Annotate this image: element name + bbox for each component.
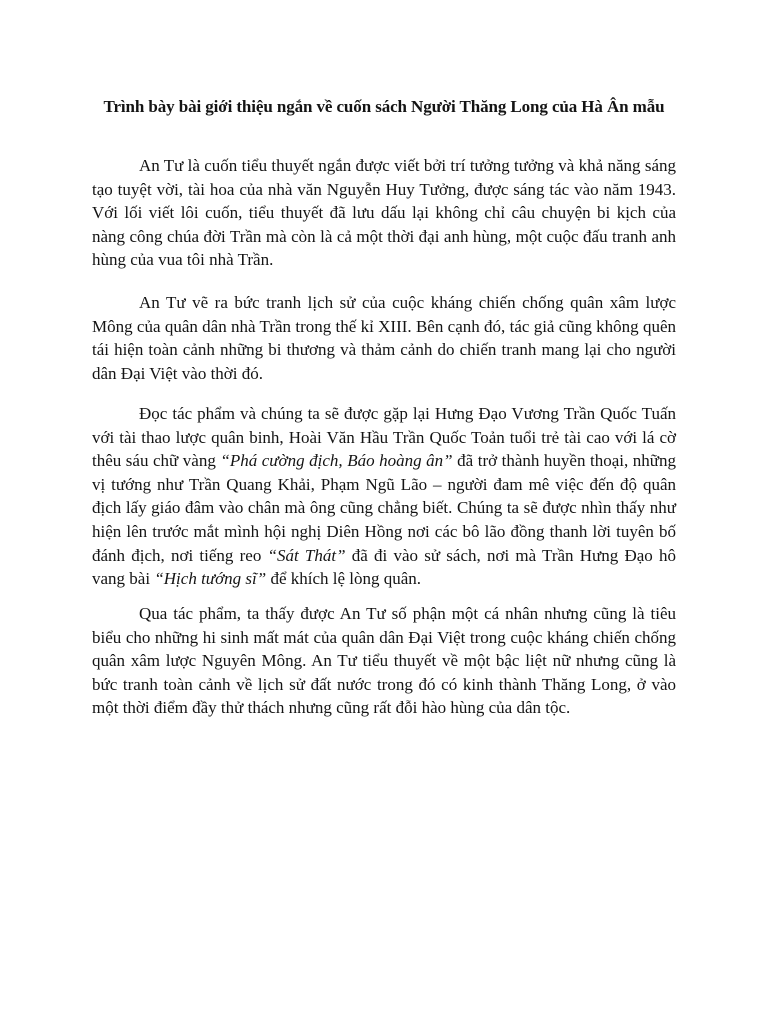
paragraph-text: Đọc tác phẩm và chúng ta sẽ được gặp lại Hưng Đạo Vương Trần Quốc Tuấn với tài thao lược quân binh, Hoài Văn Hầu Trần Quốc Toản tuổi trẻ tài cao với lá cờ thêu sáu chữ vàng — [92, 404, 676, 471]
quote-proclamation: “Hịch tướng sĩ” — [154, 569, 267, 589]
paragraph-history: An Tư vẽ ra bức tranh lịch sử của cuộc kháng chiến chống quân xâm lược Mông của quân dân nhà Trần trong thế kỉ XIII. Bên cạnh đó, tác giả cũng không quên tái hiện toàn cảnh những bi thương và thảm cảnh do chiến tranh mang lại cho người dân Đại Việt vào thời đó. — [92, 293, 676, 383]
paragraph-text: để khích lệ lòng quân. — [266, 569, 422, 589]
document-title: Trình bày bài giới thiệu ngắn về cuốn sách Người Thăng Long của Hà Ân mẫu — [103, 97, 665, 116]
paragraph-text: đã trở thành huyền thoại, những vị tướng như Trần Quang Khải, Phạm Ngũ Lão – người đam mê việc đến độ quân địch lấy giáo đâm vào chân mà ông cũng chẳng biết. Chúng ta sẽ được nhìn thấy như hiện lên trước mắt mình hội nghị Diên Hồng nơi các bô lão đồng thanh lời tuyên bố đánh địch, nơi tiếng reo — [92, 451, 676, 565]
paragraph-conclusion: Qua tác phẩm, ta thấy được An Tư số phận một cá nhân nhưng cũng là tiêu biểu cho những hi sinh mất mát của quân dân Đại Việt trong cuộc kháng chiến chống quân xâm lược Nguyên Mông. An Tư tiểu thuyết về một bậc liệt nữ nhưng cũng là bức tranh toàn cảnh về lịch sử đất nước trong đó có kinh thành Thăng Long, ở vào một thời điểm đầy thử thách nhưng cũng rất đỗi hào hùng của dân tộc. — [92, 604, 676, 718]
paragraph-characters — [92, 402, 676, 591]
paragraph-text: đã đi vào sử sách, nơi mà Trần Hưng Đạo hô vang bài — [92, 545, 676, 589]
quote-battle-cry: “Sát Thát” — [267, 545, 346, 565]
quote-banner-slogan: “Phá cường địch, Báo hoàng ân” — [220, 451, 453, 471]
paragraph-intro: An Tư là cuốn tiểu thuyết ngắn được viết bởi trí tưởng tưởng và khả năng sáng tạo tuyệt vời, tài hoa của nhà văn Nguyễn Huy Tưởng, được sáng tác vào năm 1943. Với lối viết lôi cuốn, tiểu thuyết đã lưu dấu lại không chỉ câu chuyện bi kịch của nàng công chúa đời Trần mà còn là cả một thời đại anh hùng, một cuộc đấu tranh anh hùng của vua tôi nhà Trần. — [92, 156, 676, 270]
